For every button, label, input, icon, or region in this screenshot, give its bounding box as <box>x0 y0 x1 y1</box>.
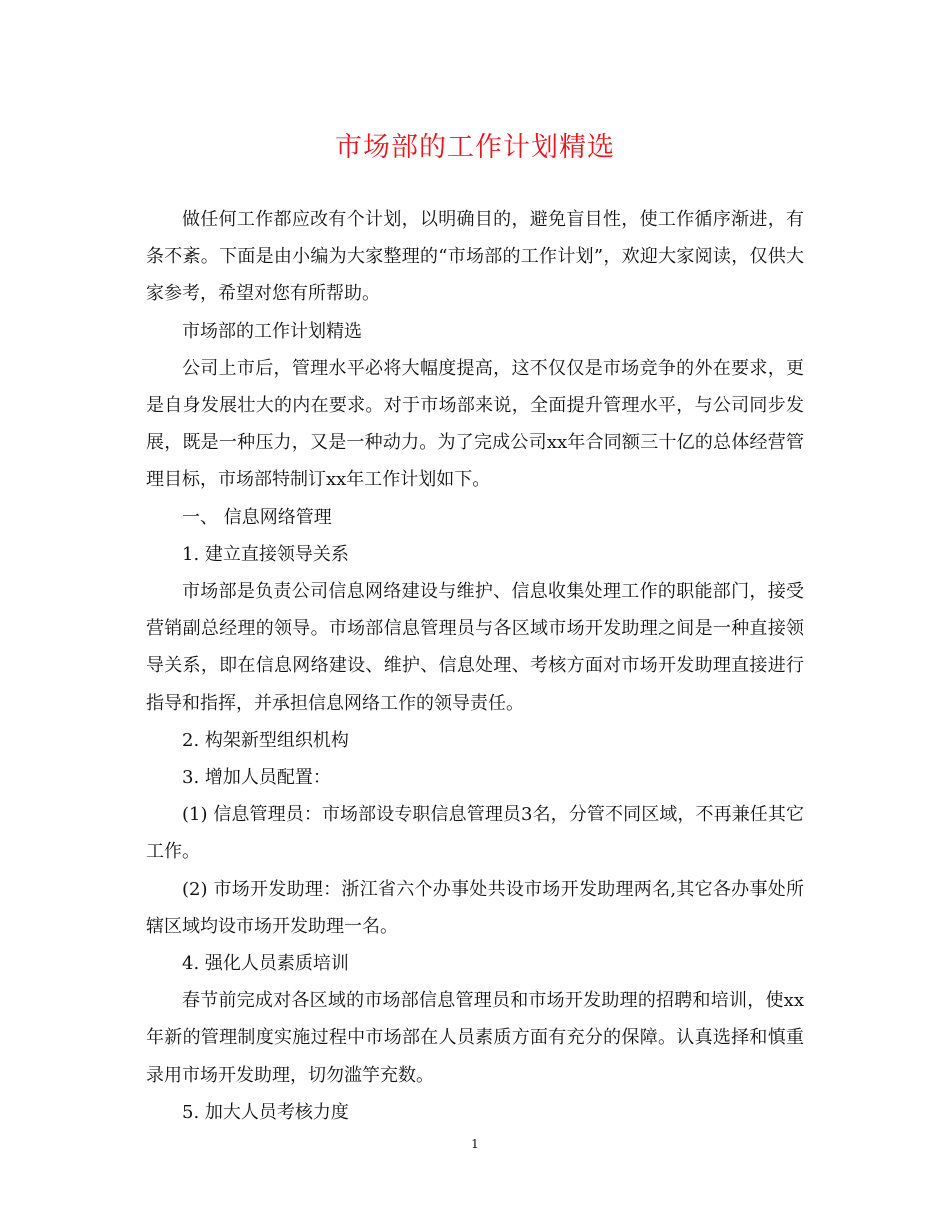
paragraph-item-3-2: (2) 市场开发助理：浙江省六个办事处共设市场开发助理两名,其它各办事处所辖区域均设市场开发助理一名。 <box>146 878 804 937</box>
paragraph-overview: 公司上市后，管理水平必将大幅度提高，这不仅仅是市场竞争的外在要求，更是自身发展壮大的内在要求。对于市场部来说，全面提升管理水平，与公司同步发展，既是一种压力，又是一种动力。为了完成公司xx年合同额三十亿的总体经营管理目标，市场部特制订xx年工作计划如下。 <box>146 357 804 491</box>
paragraph-item-1: 市场部是负责公司信息网络建设与维护、信息收集处理工作的职能部门，接受营销副总经理的领导。市场部信息管理员与各区域市场开发助理之间是一种直接领导关系，即在信息网络建设、维护、信息处理、考核方面对市场开发助理直接进行指导和指挥，并承担信息网络工作的领导责任。 <box>146 581 804 714</box>
paragraph-item-4: 春节前完成对各区域的市场部信息管理员和市场开发助理的招聘和培训，使xx年新的管理制度实施过程中市场部在人员素质方面有充分的保障。认真选择和慎重录用市场开发助理，切勿滥竽充数。 <box>146 990 804 1086</box>
page-title: 市场部的工作计划精选 <box>335 132 615 163</box>
paragraph-intro: 做任何工作都应改有个计划，以明确目的，避免盲目性，使工作循序渐进，有条不紊。下面是由小编为大家整理的“市场部的工作计划”，欢迎大家阅读，仅供大家参考，希望对您有所帮助。 <box>146 209 804 305</box>
paragraph-item-3-1: (1) 信息管理员：市场部设专职信息管理员3名，分管不同区域，不再兼任其它工作。 <box>146 804 804 863</box>
heading-item-5: 5. 加大人员考核力度 <box>182 1101 349 1123</box>
document-body <box>146 201 804 1131</box>
heading-section-1: 一、 信息网络管理 <box>182 506 332 528</box>
heading-item-2: 2. 构架新型组织机构 <box>182 729 349 751</box>
heading-item-3: 3. 增加人员配置： <box>182 767 331 789</box>
paragraph-subtitle: 市场部的工作计划精选 <box>182 320 362 342</box>
heading-item-1: 1. 建立直接领导关系 <box>182 543 349 565</box>
heading-item-4: 4. 强化人员素质培训 <box>182 953 349 975</box>
page-number: 1 <box>471 1137 479 1151</box>
